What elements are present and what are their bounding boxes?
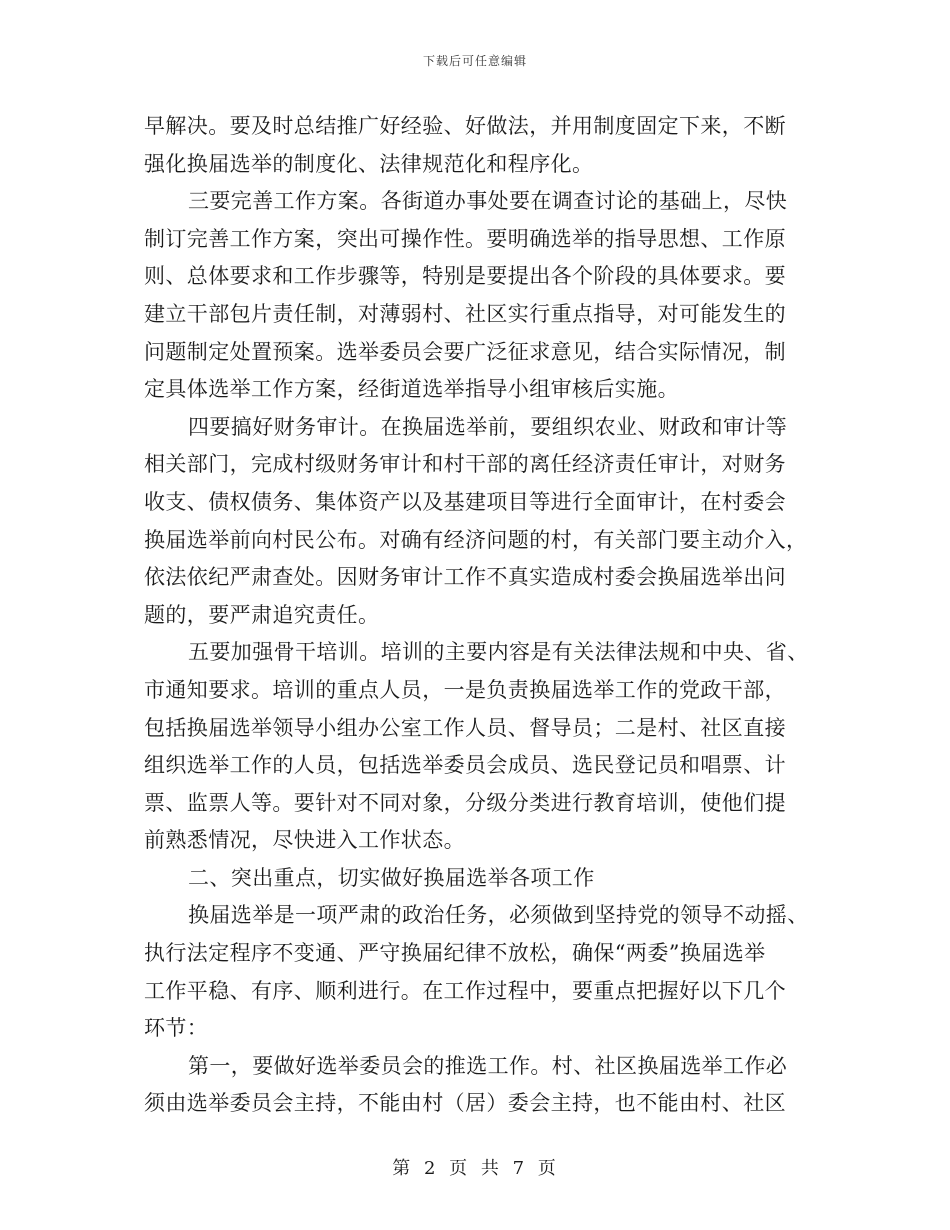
document-body bbox=[144, 108, 809, 1123]
text-line: 环节： bbox=[144, 1016, 209, 1041]
text-line: 问题制定处置预案。选举委员会要广泛征求意见，结合实际情况，制 bbox=[144, 339, 786, 364]
text-line: 组织选举工作的人员，包括选举委员会成员、选民登记员和唱票、计 bbox=[144, 753, 786, 778]
text-line: 前熟悉情况，尽快进入工作状态。 bbox=[144, 828, 465, 853]
text-line: 四要搞好财务审计。在换届选举前，要组织农业、财政和审计等 bbox=[188, 414, 788, 439]
text-line: 第一，要做好选举委员会的推选工作。村、社区换届选举工作必 bbox=[188, 1053, 788, 1078]
text-line: 相关部门，完成村级财务审计和村干部的离任经济责任审计，对财务 bbox=[144, 452, 786, 477]
page-header: 下载后可任意编辑 bbox=[422, 54, 527, 68]
text-line: 收支、债权债务、集体资产以及基建项目等进行全面审计，在村委会 bbox=[144, 489, 786, 514]
text-line: 二、突出重点，切实做好换届选举各项工作 bbox=[188, 865, 595, 890]
page-number-footer: 第 2 页 共 7 页 bbox=[392, 1158, 558, 1179]
text-line: 换届选举是一项严肃的政治任务，必须做到坚持党的领导不动摇、 bbox=[188, 903, 809, 928]
text-line: 须由选举委员会主持，不能由村（居）委会主持，也不能由村、社区 bbox=[144, 1091, 786, 1116]
text-line: 票、监票人等。要针对不同对象，分级分类进行教育培训，使他们提 bbox=[144, 790, 786, 815]
text-line: 三要完善工作方案。各街道办事处要在调查讨论的基础上，尽快 bbox=[188, 189, 788, 214]
text-line: 建立干部包片责任制，对薄弱村、社区实行重点指导，对可能发生的 bbox=[144, 301, 786, 326]
text-line: 依法依纪严肃查处。因财务审计工作不真实造成村委会换届选举出问 bbox=[144, 565, 786, 590]
text-line: 定具体选举工作方案，经街道选举指导小组审核后实施。 bbox=[144, 377, 679, 402]
text-line: 市通知要求。培训的重点人员，一是负责换届选举工作的党政干部， bbox=[144, 677, 786, 702]
text-line: 制订完善工作方案，突出可操作性。要明确选举的指导思想、工作原 bbox=[144, 226, 786, 251]
text-line: 五要加强骨干培训。培训的主要内容是有关法律法规和中央、省、 bbox=[188, 640, 809, 665]
text-line: 执行法定程序不变通、严守换届纪律不放松，确保“两委”换届选举 bbox=[144, 941, 766, 966]
text-line: 工作平稳、有序、顺利进行。在工作过程中，要重点把握好以下几个 bbox=[144, 978, 786, 1003]
text-line: 则、总体要求和工作步骤等，特别是要提出各个阶段的具体要求。要 bbox=[144, 264, 786, 289]
text-line: 包括换届选举领导小组办公室工作人员、督导员；二是村、社区直接 bbox=[144, 715, 786, 740]
text-line: 强化换届选举的制度化、法律规范化和程序化。 bbox=[144, 151, 594, 176]
text-line: 换届选举前向村民公布。对确有经济问题的村，有关部门要主动介入， bbox=[144, 527, 808, 552]
text-line: 题的，要严肃追究责任。 bbox=[144, 602, 380, 627]
text-line: 早解决。要及时总结推广好经验、好做法，并用制度固定下来，不断 bbox=[144, 114, 786, 138]
